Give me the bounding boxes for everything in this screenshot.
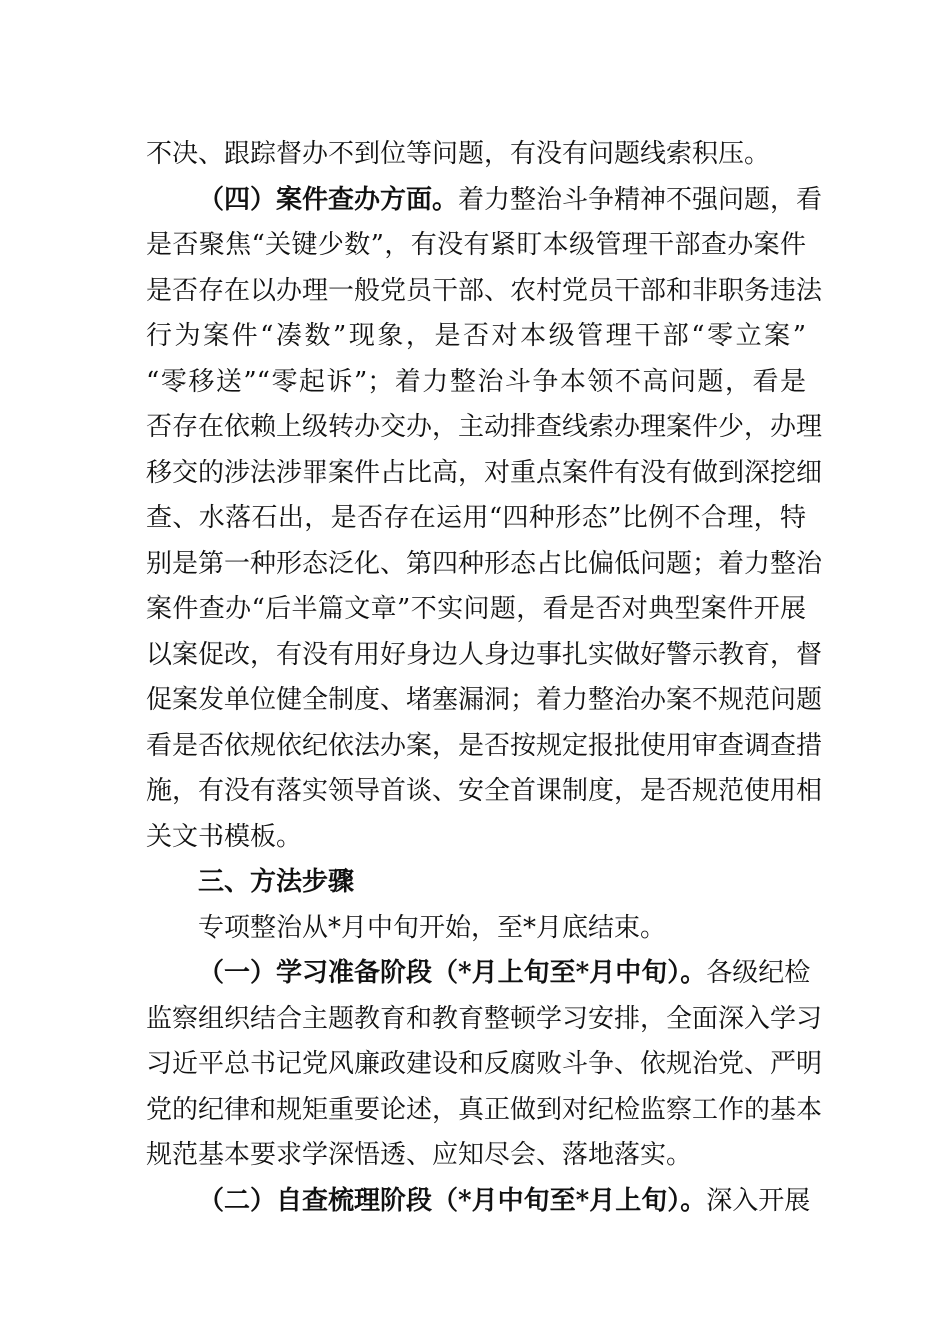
paragraph-line: 查、水落石出，是否存在运用“四种形态”比例不合理，特 [146, 503, 806, 533]
paragraph-line: 促案发单位健全制度、堵塞漏洞；着力整治办案不规范问题 [146, 685, 823, 715]
paragraph-line: 党的纪律和规矩重要论述，真正做到对纪检监察工作的基本 [146, 1094, 823, 1125]
paragraph-first-line [146, 178, 823, 224]
section-heading: 三、方法步骤 [198, 867, 355, 897]
paragraph-line: 否存在依赖上级转办交办，主动排查线索办理案件少，办理 [146, 412, 823, 442]
paragraph-line: 关文书模板。 [146, 821, 303, 852]
paragraph-line: 是否聚焦“关键少数”，有没有紧盯本级管理干部查办案件 [146, 230, 806, 260]
paragraph-heading-four: （四）案件查办方面。 [198, 184, 459, 215]
paragraph-line: 行为案件“凑数”现象，是否对本级管理干部“零立案” [146, 321, 806, 351]
paragraph-line: 移交的涉法涉罪案件占比高，对重点案件有没有做到深挖细 [146, 457, 823, 488]
paragraph-line: “零移送”“零起诉”；着力整治斗争本领不高问题，看是 [146, 366, 806, 397]
document-body [146, 132, 823, 1224]
paragraph-text: 着力整治斗争精神不强问题，看 [458, 184, 823, 215]
paragraph-line: 看是否依规依纪依法办案，是否按规定报批使用审查调查措 [146, 730, 823, 761]
paragraph-line: 监察组织结合主题教育和教育整顿学习安排，全面深入学习 [146, 1003, 823, 1034]
paragraph-line: 施，有没有落实领导首谈、安全首课制度，是否规范使用相 [146, 776, 823, 806]
paragraph-line: 别是第一种形态泛化、第四种形态占比偏低问题；着力整治 [146, 548, 823, 579]
paragraph-line: 规范基本要求学深悟透、应知尽会、落地落实。 [146, 1140, 693, 1170]
paragraph-line: 专项整治从*月中旬开始，至*月底结束。 [198, 912, 667, 943]
paragraph-first-line [146, 951, 811, 997]
paragraph-line: 习近平总书记党风廉政建设和反腐败斗争、依规治党、严明 [146, 1049, 823, 1079]
paragraph-line: 以案促改，有没有用好身边人身边事扎实做好警示教育，督 [146, 639, 823, 670]
paragraph-line: 案件查办“后半篇文章”不实问题，看是否对典型案件开展 [146, 594, 806, 624]
paragraph-heading-two: （二）自查梳理阶段（*月中旬至*月上旬）。 [198, 1185, 707, 1216]
paragraph-text: 深入开展 [706, 1185, 811, 1216]
paragraph-line: 是否存在以办理一般党员干部、农村党员干部和非职务违法 [146, 275, 823, 306]
paragraph-first-line [146, 1179, 811, 1225]
paragraph-text: 各级纪检 [706, 958, 811, 988]
paragraph-line: 不决、跟踪督办不到位等问题，有没有问题线索积压。 [146, 139, 771, 169]
paragraph-heading-one: （一）学习准备阶段（*月上旬至*月中旬）。 [198, 958, 707, 988]
